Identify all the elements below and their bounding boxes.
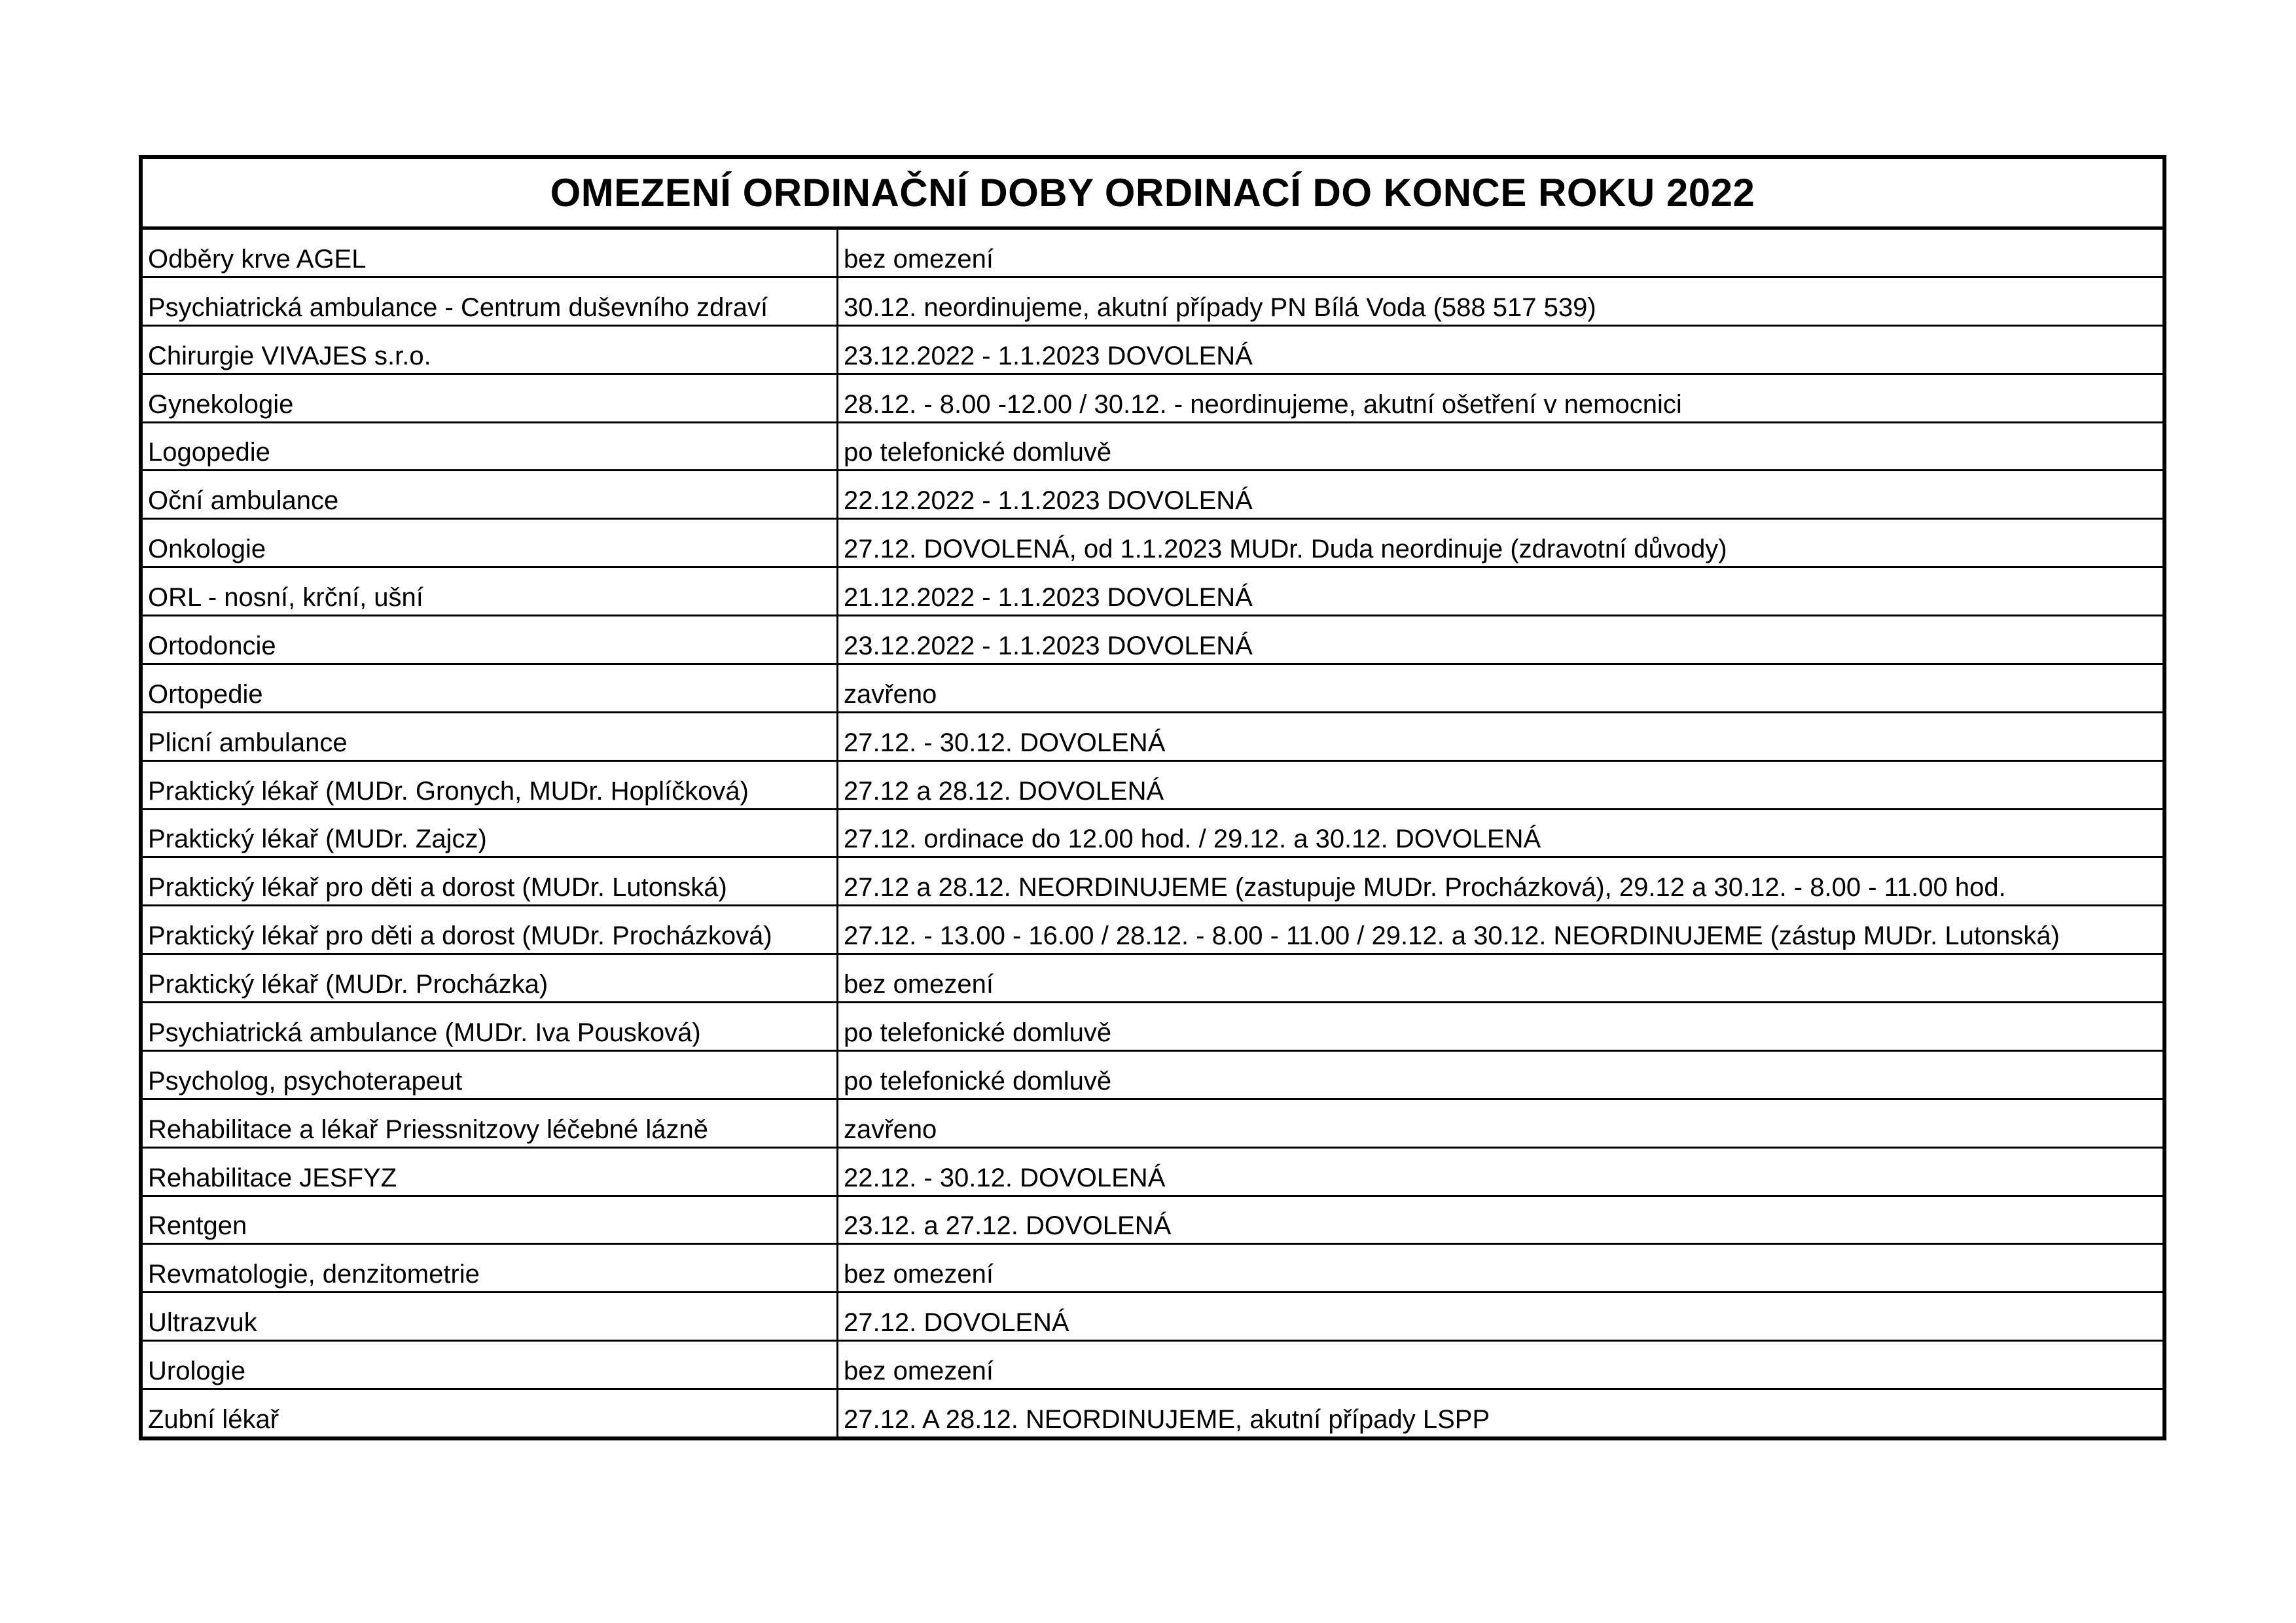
table-row (143, 616, 2162, 665)
department-cell: Rehabilitace JESFYZ (143, 1149, 838, 1195)
table-row (143, 520, 2162, 568)
department-cell: ORL - nosní, krční, ušní (143, 568, 838, 615)
note-cell: 28.12. - 8.00 -12.00 / 30.12. - neordinujeme, akutní ošetření v nemocnici (844, 389, 1682, 419)
note-cell: po telefonické domluvě (844, 438, 1112, 467)
department-cell: Praktický lékař (MUDr. Procházka) (143, 955, 838, 1001)
table-row (143, 1003, 2162, 1052)
note-cell: 30.12. neordinujeme, akutní případy PN Bílá Voda (588 517 539) (844, 293, 1596, 322)
note-cell: 23.12. a 27.12. DOVOLENÁ (844, 1211, 1172, 1241)
note-cell: bez omezení (844, 244, 994, 274)
table-row (143, 1149, 2162, 1197)
department-cell: Psychiatrická ambulance (MUDr. Iva Pousková) (143, 1003, 838, 1050)
note-cell: 23.12.2022 - 1.1.2023 DOVOLENÁ (844, 631, 1253, 660)
note-cell: bez omezení (844, 970, 994, 999)
department-cell: Revmatologie, denzitometrie (143, 1245, 838, 1291)
note-cell: 27.12. DOVOLENÁ, od 1.1.2023 MUDr. Duda neordinuje (zdravotní důvody) (844, 535, 1727, 564)
note-cell: 27.12. - 30.12. DOVOLENÁ (844, 728, 1166, 757)
department-cell: Praktický lékař (MUDr. Gronych, MUDr. Hoplíčková) (143, 762, 838, 808)
note-cell: 27.12. - 13.00 - 16.00 / 28.12. - 8.00 - 11.00 / 29.12. a 30.12. NEORDINUJEME (zástup MUDr. Lutonská) (844, 921, 2060, 951)
note-cell: po telefonické domluvě (844, 1018, 1112, 1047)
department-cell: Onkologie (143, 520, 838, 566)
department-cell: Urologie (143, 1342, 838, 1388)
department-cell: Praktický lékař pro děti a dorost (MUDr. Lutonská) (143, 858, 838, 904)
department-cell: Ortodoncie (143, 616, 838, 663)
department-cell: Ultrazvuk (143, 1293, 838, 1340)
department-cell: Psychiatrická ambulance - Centrum duševního zdraví (143, 278, 838, 325)
department-cell: Zubní lékař (143, 1390, 838, 1436)
department-cell: Odběry krve AGEL (143, 230, 838, 276)
table-row (143, 278, 2162, 327)
department-cell: Gynekologie (143, 375, 838, 421)
table-row (143, 1390, 2162, 1436)
department-cell: Ortopedie (143, 665, 838, 711)
department-cell: Logopedie (143, 423, 838, 470)
table-row (143, 906, 2162, 955)
table-row (143, 1293, 2162, 1342)
schedule-table (139, 155, 2166, 1440)
table-row (143, 810, 2162, 859)
table-row (143, 955, 2162, 1003)
note-cell: 23.12.2022 - 1.1.2023 DOVOLENÁ (844, 341, 1253, 370)
department-cell: Praktický lékař pro děti a dorost (MUDr. Procházková) (143, 906, 838, 953)
note-cell: zavřeno (844, 1115, 937, 1144)
table-row (143, 568, 2162, 616)
department-cell: Psycholog, psychoterapeut (143, 1052, 838, 1098)
table-row (143, 327, 2162, 375)
note-cell: 27.12. DOVOLENÁ (844, 1308, 1069, 1338)
note-cell: 21.12.2022 - 1.1.2023 DOVOLENÁ (844, 583, 1253, 612)
table-row (143, 713, 2162, 762)
table-row (143, 1052, 2162, 1100)
table-row (143, 230, 2162, 278)
note-cell: 22.12. - 30.12. DOVOLENÁ (844, 1163, 1166, 1192)
table-row (143, 471, 2162, 520)
department-cell: Chirurgie VIVAJES s.r.o. (143, 327, 838, 373)
table-row (143, 1342, 2162, 1390)
table-row (143, 1245, 2162, 1293)
note-cell: po telefonické domluvě (844, 1066, 1112, 1096)
department-cell: Plicní ambulance (143, 713, 838, 760)
table-row (143, 762, 2162, 810)
table-row (143, 1197, 2162, 1245)
department-cell: Oční ambulance (143, 471, 838, 518)
note-cell: bez omezení (844, 1357, 994, 1385)
table-title: OMEZENÍ ORDINAČNÍ DOBY ORDINACÍ DO KONCE ROKU 2022 (143, 159, 2162, 230)
table-row (143, 375, 2162, 423)
table-body (143, 230, 2162, 1436)
note-cell: 27.12 a 28.12. DOVOLENÁ (844, 776, 1164, 806)
department-cell: Rentgen (143, 1197, 838, 1243)
note-cell: bez omezení (844, 1260, 994, 1289)
note-cell: 22.12.2022 - 1.1.2023 DOVOLENÁ (844, 486, 1253, 516)
note-cell: 27.12. ordinace do 12.00 hod. / 29.12. a 30.12. DOVOLENÁ (844, 825, 1541, 854)
department-cell: Rehabilitace a lékař Priessnitzovy léčebné lázně (143, 1100, 838, 1147)
table-row (143, 423, 2162, 472)
table-row (143, 858, 2162, 906)
note-cell: zavřeno (844, 679, 937, 709)
table-row (143, 1100, 2162, 1149)
table-row (143, 665, 2162, 713)
note-cell: 27.12 a 28.12. NEORDINUJEME (zastupuje MUDr. Procházková), 29.12 a 30.12. - 8.00 - 11.00 hod. (844, 873, 2006, 902)
note-cell: 27.12. A 28.12. NEORDINUJEME, akutní případy LSPP (844, 1404, 1490, 1434)
department-cell: Praktický lékař (MUDr. Zajcz) (143, 810, 838, 857)
